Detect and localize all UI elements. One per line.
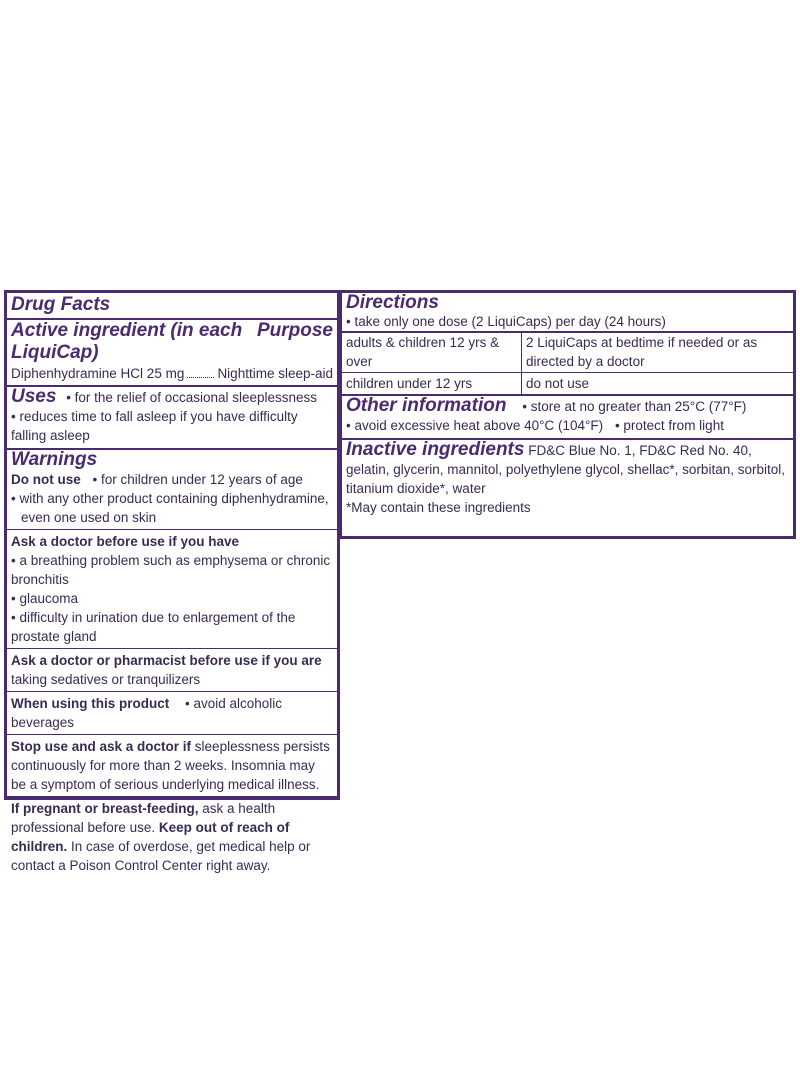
directions-who: children under 12 yrs	[342, 373, 522, 395]
directions-dose: do not use	[522, 373, 794, 395]
ask-doctor-item: • glaucoma	[11, 591, 79, 606]
other-info-item: • avoid excessive heat above 40°C (104°F)	[346, 418, 604, 433]
directions-dose: 2 LiquiCaps at bedtime if needed or as directed by a doctor	[522, 332, 794, 373]
do-not-use-label: Do not use	[11, 472, 81, 487]
inactive-text: FD&C Blue No. 1, FD&C Red No. 40, gelatin, glycerin, mannitol, polyethylene glycol, shellac*, sorbitan, sorbitol, titanium dioxide*, water	[346, 443, 785, 496]
uses-heading: Uses	[11, 386, 57, 407]
drug-facts-left-panel	[4, 290, 340, 873]
warnings-section	[7, 450, 337, 877]
stop-use-label: Stop use and ask a doctor if	[11, 739, 192, 754]
active-ingredient-section	[7, 320, 337, 387]
drug-facts-right-panel	[339, 290, 796, 539]
other-info-item: • protect from light	[614, 418, 724, 433]
do-not-use-item: • with any other product containing diphenhydramine, even one used on skin	[11, 491, 329, 525]
do-not-use-item: • for children under 12 years of age	[92, 472, 303, 487]
directions-heading: Directions	[346, 292, 439, 313]
pregnant-text: ask a health professional before use.	[11, 801, 276, 835]
ask-pharmacist-label: Ask a doctor or pharmacist before use if you are	[11, 653, 322, 668]
warnings-heading: Warnings	[11, 449, 98, 470]
ask-doctor-label: Ask a doctor before use if you have	[11, 534, 240, 549]
inactive-heading: Inactive ingredients	[346, 439, 525, 460]
uses-item: • reduces time to fall asleep if you have difficulty falling asleep	[11, 409, 298, 443]
when-using-text: • avoid alcoholic beverages	[11, 696, 283, 730]
pregnant-label: If pregnant or breast-feeding,	[11, 801, 199, 816]
ask-doctor-item: • difficulty in urination due to enlargement of the prostate gland	[11, 610, 296, 644]
other-info-section	[342, 394, 793, 440]
ask-pharmacist-text: taking sedatives or tranquilizers	[11, 672, 201, 687]
active-ingredient-name: Diphenhydramine HCl 25 mg	[11, 366, 185, 381]
active-ingredient-purpose: Nighttime sleep-aid	[217, 366, 333, 381]
when-using-label: When using this product	[11, 696, 170, 711]
other-info-heading: Other information	[346, 395, 507, 416]
table-row	[342, 373, 793, 395]
uses-section	[7, 387, 337, 450]
inactive-note: *May contain these ingredients	[346, 500, 531, 515]
stop-use-text: sleeplessness persists continuously for more than 2 weeks. Insomnia may be a symptom of serious underlying medical illness.	[11, 739, 330, 792]
active-ingredient-heading: Active ingredient (in each LiquiCap)	[11, 320, 243, 363]
directions-intro: • take only one dose (2 LiquiCaps) per day (24 hours)	[346, 314, 666, 329]
keep-out-label: Keep out of reach of children.	[11, 820, 290, 854]
other-info-item: • store at no greater than 25°C (77°F)	[522, 399, 747, 414]
ask-doctor-item: • a breathing problem such as emphysema or chronic bronchitis	[11, 553, 331, 587]
directions-section	[342, 293, 793, 333]
drug-facts-title: Drug Facts	[7, 293, 337, 320]
directions-who: adults & children 12 yrs & over	[342, 332, 522, 373]
inactive-section	[342, 440, 793, 517]
directions-table	[342, 331, 793, 394]
keep-out-text: In case of overdose, get medical help or contact a Poison Control Center right away.	[11, 839, 311, 873]
table-row	[342, 332, 793, 373]
leader-dots	[187, 377, 214, 378]
purpose-heading: Purpose	[256, 320, 333, 341]
uses-item: • for the relief of occasional sleeplessness	[66, 390, 318, 405]
